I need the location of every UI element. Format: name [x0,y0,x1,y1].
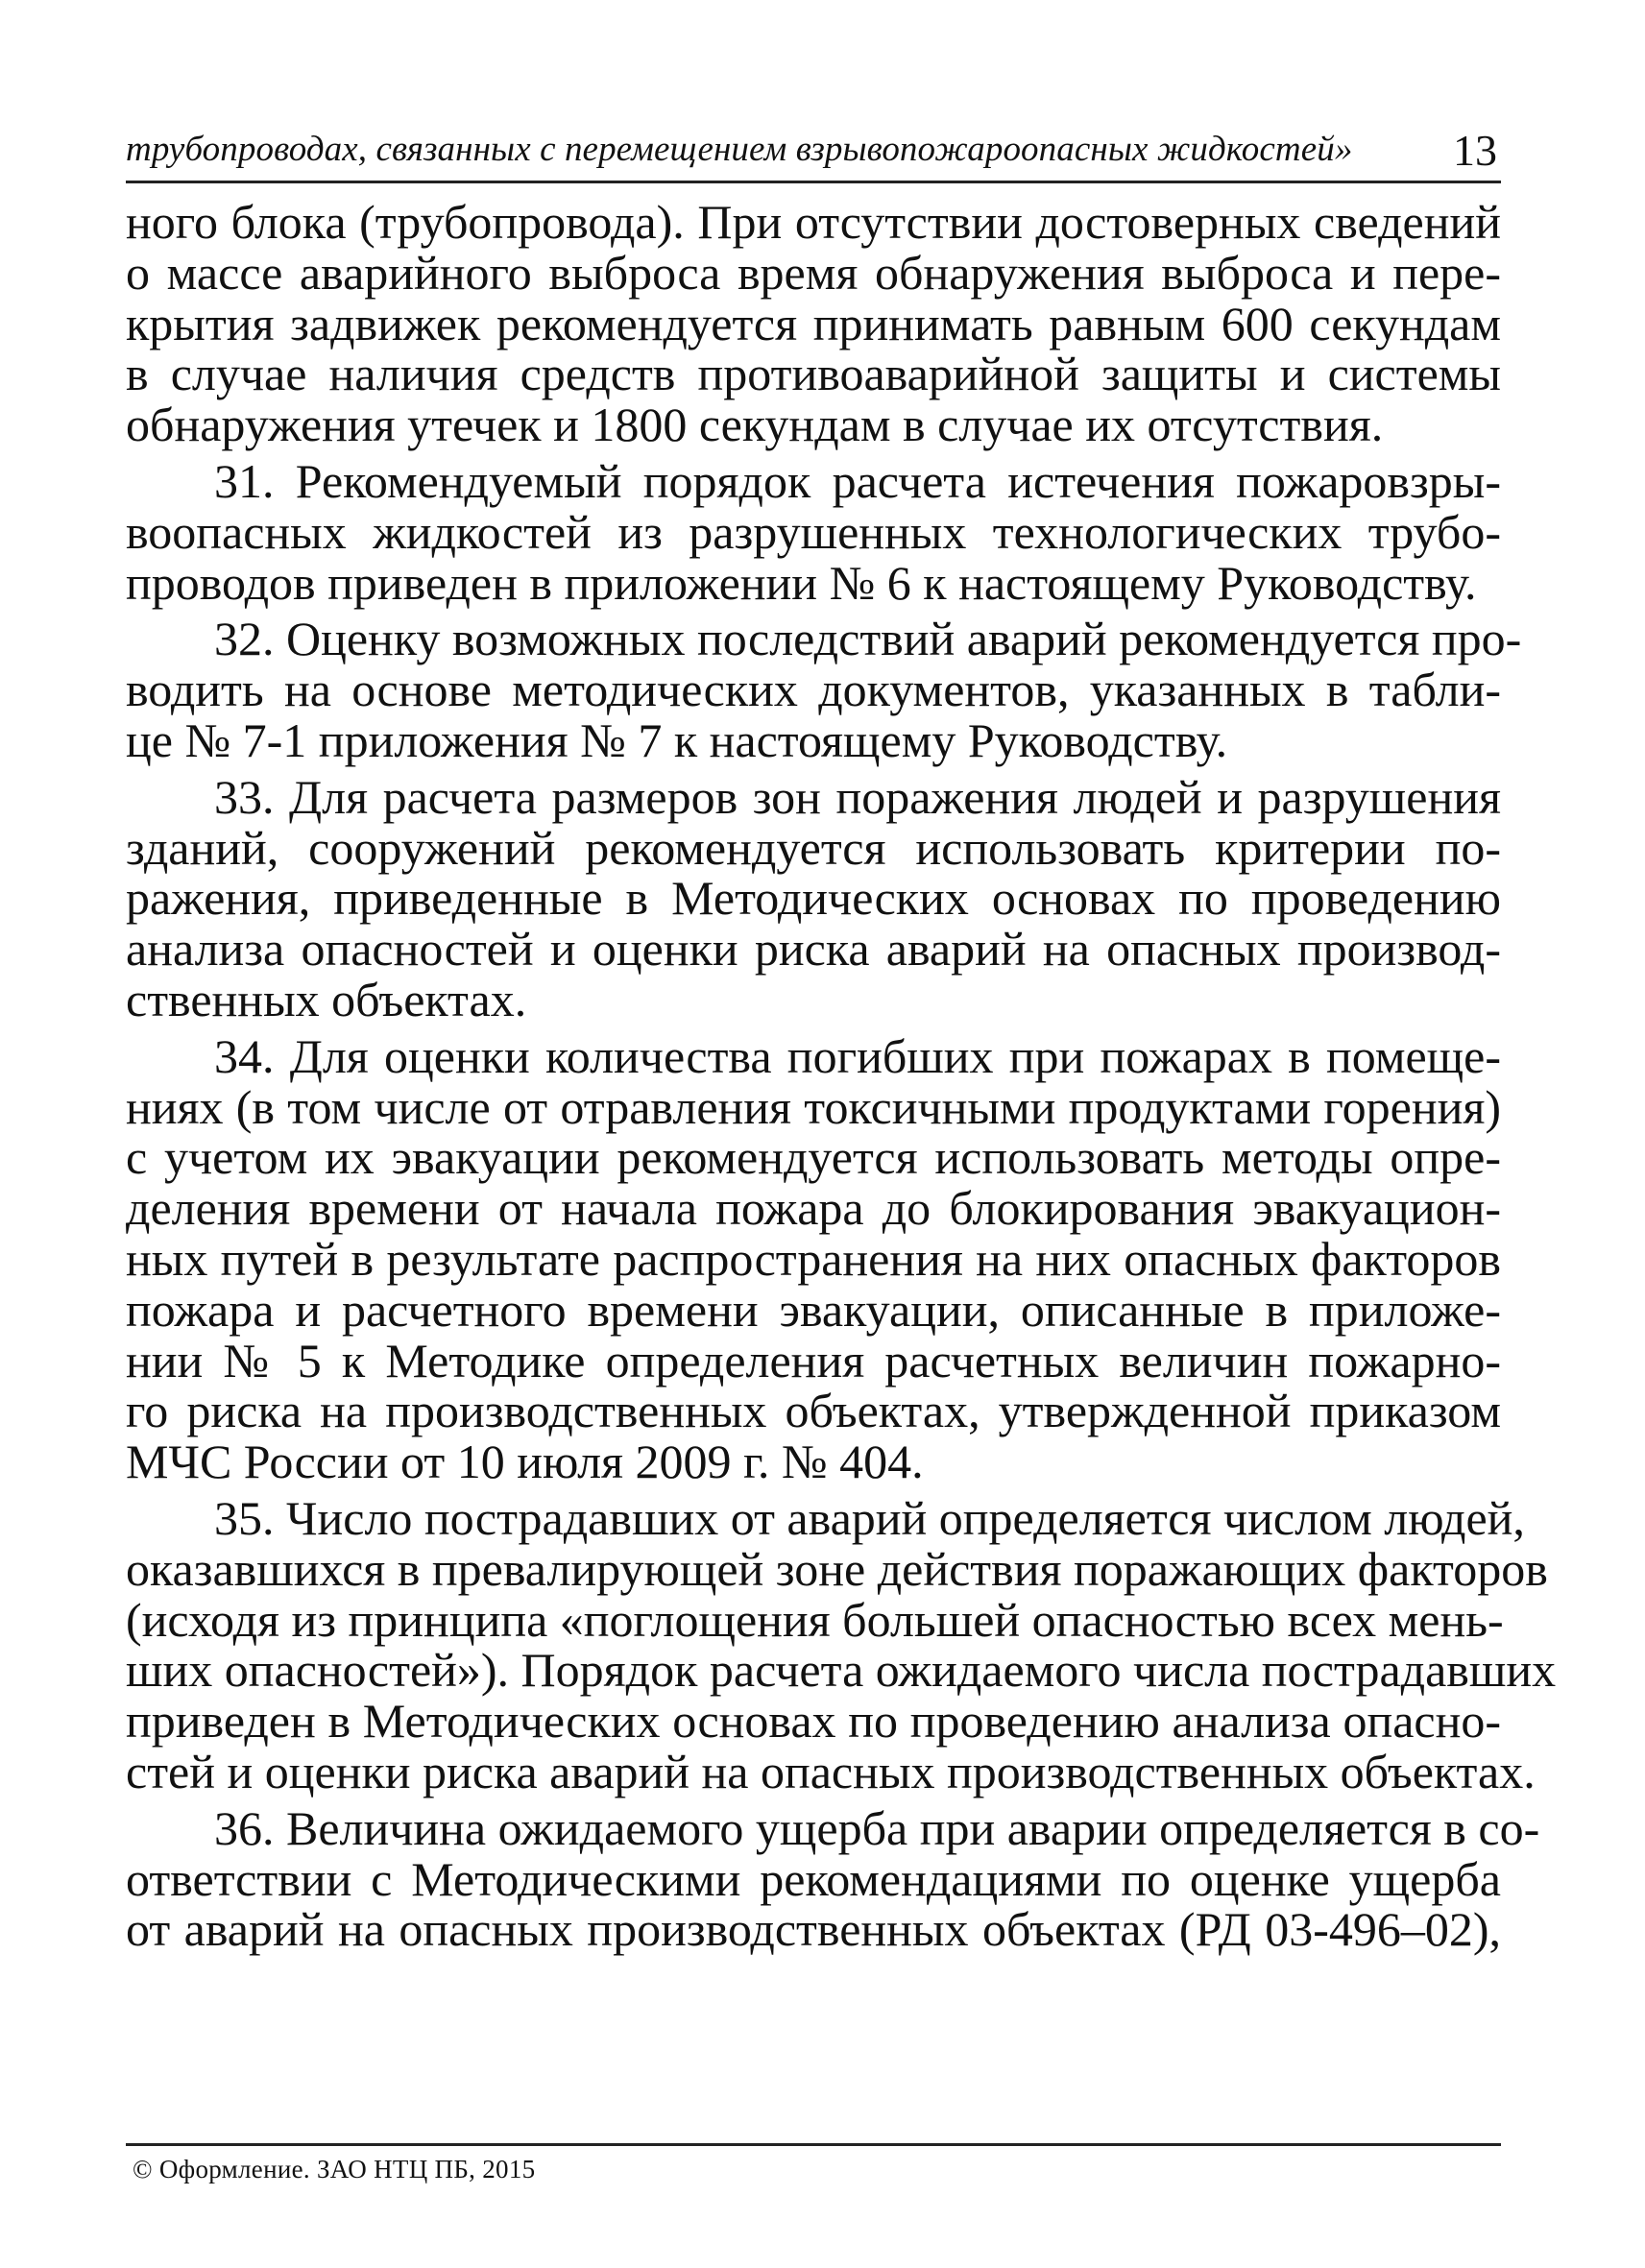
text-line: проводов приведен в приложении № 6 к настоящему Руководству. [126,555,1477,610]
text-line: о массе аварийного выброса время обнаружения выброса и пере- [126,245,1501,300]
paragraph-32 [126,612,1522,767]
text-line: 34. Для оценки количества погибших при пожарах в помеще- [214,1028,1501,1083]
text-line: водить на основе методических документов, указанных в табли- [126,663,1501,717]
text-line: пожара и расчетного времени эвакуации, описанные в приложе- [126,1282,1501,1337]
text-line: в случае наличия средств противоаварийной защиты и системы [126,347,1501,401]
body-text [126,195,1557,1961]
running-title: трубопроводах, связанных с перемещением взрывопожароопасных жидкостей» [126,130,1353,169]
text-line: (исходя из принципа «поглощения большей опасностью всех мень- [126,1592,1504,1647]
text-line: ниях (в том числе от отравления токсичными продуктами горения) [126,1079,1501,1134]
text-line: 32. Оценку возможных последствий аварий рекомендуется про- [214,612,1522,666]
text-line: ответствии с Методическими рекомендациями по оценке ущерба [126,1851,1501,1906]
text-line: зданий, сооружений рекомендуется использовать критерии по- [126,820,1501,875]
text-line: ного блока (трубопровода). При отсутствии достоверных сведений [126,195,1501,249]
text-line: от аварий на опасных производственных объектах (РД 03-496–02), [126,1902,1501,1957]
text-line: воопасных жидкостей из разрушенных технологических трубо- [126,504,1501,559]
page-number: 13 [1453,126,1497,175]
text-line: анализа опасностей и оценки риска аварий на опасных производ- [126,922,1501,977]
paragraph-33 [126,769,1501,1026]
text-line: деления времени от начала пожара до блокирования эвакуацион- [126,1181,1501,1236]
text-line: ных путей в результате распространения на них опасных факторов [126,1231,1501,1286]
text-line: го риска на производственных объектах, утвержденной приказом [126,1384,1501,1438]
paragraph-31 [126,453,1501,610]
text-line: 33. Для расчета размеров зон поражения людей и разрушения [214,769,1501,824]
text-line: це № 7-1 приложения № 7 к настоящему Руководству. [126,712,1228,767]
running-header [126,123,1501,183]
text-line: ражения, приведенные в Методических основах по проведению [126,871,1501,926]
text-line: стей и оценки риска аварий на опасных производственных объектах. [126,1744,1536,1798]
text-line: обнаружения утечек и 1800 секундам в случае их отсутствия. [126,398,1384,452]
text-line: ших опасностей»). Порядок расчета ожидаемого числа пострадавших [126,1643,1557,1698]
text-line: ственных объектах. [126,972,527,1026]
text-line: с учетом их эвакуации рекомендуется использовать методы опре- [126,1130,1501,1185]
text-line: нии № 5 к Методике определения расчетных величин пожарно- [126,1333,1501,1387]
footer-rule [126,2143,1501,2146]
text-line: МЧС России от 10 июля 2009 г. № 404. [126,1435,924,1489]
copyright-notice: © Оформление. ЗАО НТЦ ПБ, 2015 [133,2155,536,2184]
paragraph-35 [126,1490,1557,1798]
text-line: приведен в Методических основах по проведению анализа опасно- [126,1694,1501,1749]
text-line: 36. Величина ожидаемого ущерба при аварии определяется в со- [214,1800,1540,1855]
text-line: крытия задвижек рекомендуется принимать равным 600 секундам [126,296,1501,350]
paragraph-34 [126,1028,1501,1489]
paragraph-continuation [126,197,1501,450]
paragraph-36 [126,1800,1540,1957]
text-line: оказавшихся в превалирующей зоне действия поражающих факторов [126,1541,1548,1596]
text-line: 35. Число пострадавших от аварий определяется числом людей, [214,1490,1525,1545]
text-line: 31. Рекомендуемый порядок расчета истечения пожаровзры- [214,453,1501,508]
